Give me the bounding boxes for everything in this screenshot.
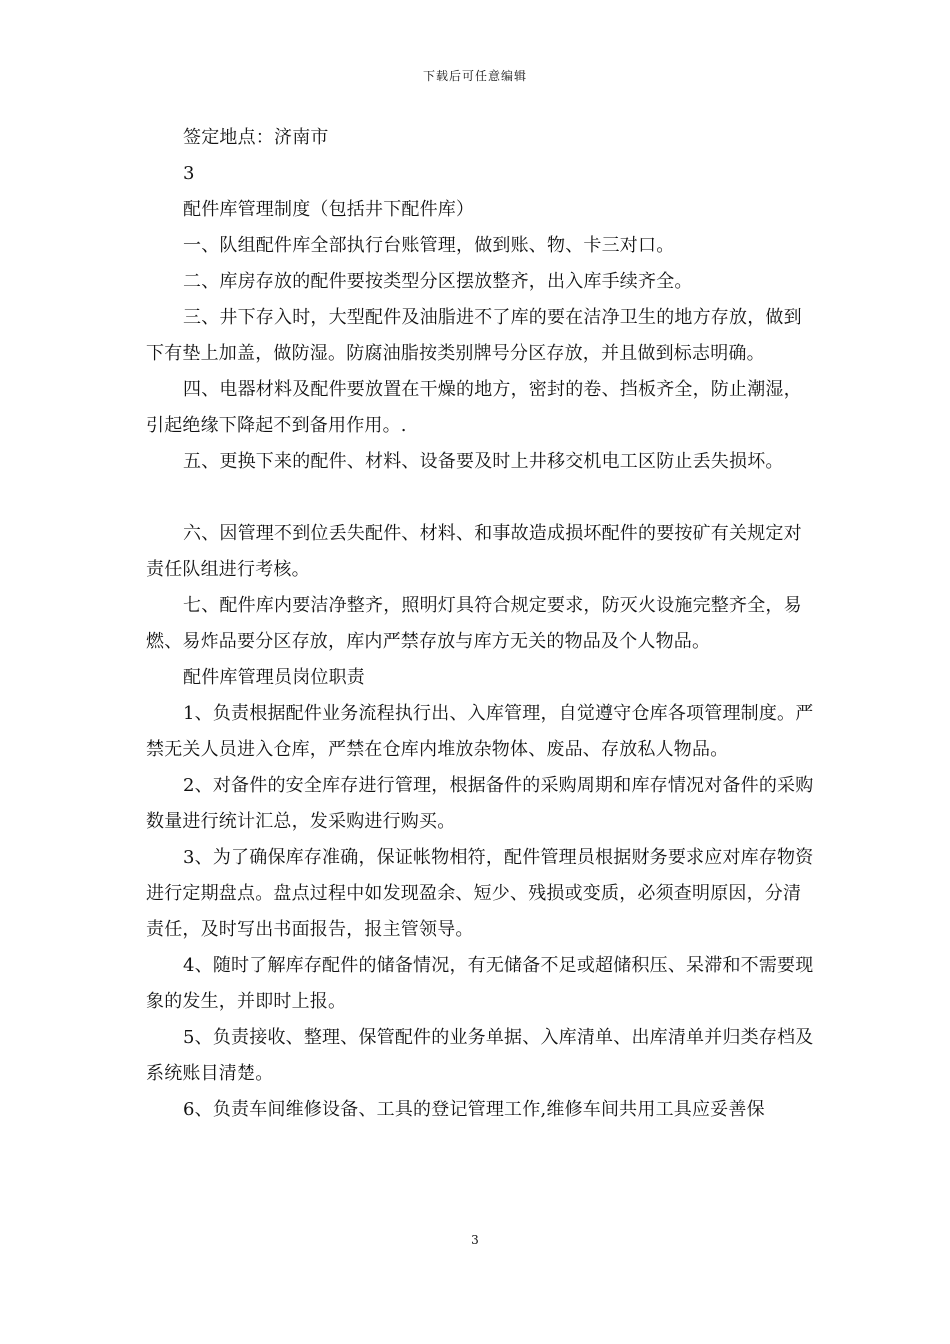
blank-line (146, 480, 818, 516)
section-title-warehouse-rules: 配件库管理制度（包括井下配件库） (183, 199, 475, 220)
duty-4: 4、随时了解库存配件的储备情况，有无储备不足或超储积压、呆滞和不需要现象的发生，并即时上报。 (146, 955, 814, 1012)
sign-location: 签定地点：济南市 (183, 127, 329, 148)
duty-5: 5、负责接收、整理、保管配件的业务单据、入库清单、出库清单并归类存档及系统账目清楚。 (146, 1027, 814, 1084)
rule-2: 二、库房存放的配件要按类型分区摆放整齐，出入库手续齐全。 (183, 271, 693, 292)
rule-4: 四、电器材料及配件要放置在干燥的地方，密封的卷、挡板齐全，防止潮湿，引起绝缘下降起不到备用作用。. (146, 379, 802, 436)
section-title-keeper-duties: 配件库管理员岗位职责 (183, 667, 365, 688)
page-header: 下载后可任意编辑 (422, 69, 527, 83)
rule-1: 一、队组配件库全部执行台账管理，做到账、物、卡三对口。 (183, 235, 675, 256)
duty-2: 2、对备件的安全库存进行管理，根据备件的采购周期和库存情况对备件的采购数量进行统计汇总，发采购进行购买。 (146, 775, 814, 832)
rule-5: 五、更换下来的配件、材料、设备要及时上井移交机电工区防止丢失损坏。 (183, 451, 784, 472)
duty-1: 1、负责根据配件业务流程执行出、入库管理，自觉遵守仓库各项管理制度。严禁无关人员进入仓库，严禁在仓库内堆放杂物体、废品、存放私人物品。 (146, 703, 814, 760)
duty-3: 3、为了确保库存准确，保证帐物相符，配件管理员根据财务要求应对库存物资进行定期盘点。盘点过程中如发现盈余、短少、残损或变质，必须查明原因，分清责任，及时写出书面报告，报主管领导。 (146, 847, 814, 940)
document-body (146, 120, 818, 1128)
rule-6: 六、因管理不到位丢失配件、材料、和事故造成损坏配件的要按矿有关规定对责任队组进行考核。 (146, 523, 802, 580)
rule-3: 三、井下存入时，大型配件及油脂进不了库的要在洁净卫生的地方存放，做到下有垫上加盖，做防湿。防腐油脂按类别牌号分区存放，并且做到标志明确。 (146, 307, 802, 364)
page-number: 3 (471, 1233, 479, 1247)
page-marker: 3 (183, 163, 195, 184)
rule-7: 七、配件库内要洁净整齐，照明灯具符合规定要求，防灭火设施完整齐全，易燃、易炸品要分区存放，库内严禁存放与库方无关的物品及个人物品。 (146, 595, 802, 652)
duty-6: 6、负责车间维修设备、工具的登记管理工作,维修车间共用工具应妥善保 (183, 1099, 765, 1120)
